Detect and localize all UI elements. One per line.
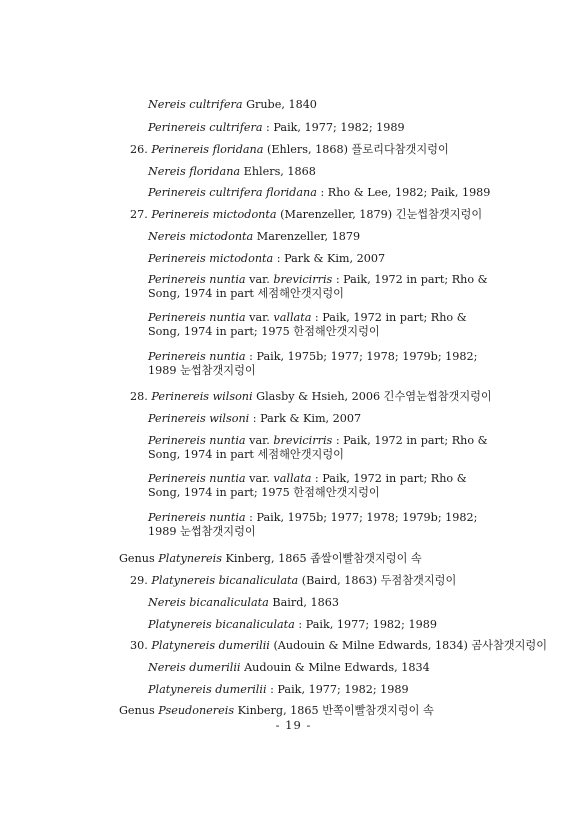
citation-text: Ehlers, 1868 bbox=[240, 165, 316, 178]
entry-line bbox=[148, 683, 508, 697]
citation-text: Grube, 1840 bbox=[242, 98, 317, 111]
entry-line bbox=[148, 186, 508, 200]
entry-line bbox=[130, 639, 548, 653]
citation-text: Genus bbox=[119, 552, 159, 565]
taxon-name: Perinereis wilsoni bbox=[148, 412, 250, 425]
taxon-name: Platynereis bicanaliculata bbox=[148, 618, 295, 631]
entry-line bbox=[148, 412, 508, 426]
citation-text: (Ehlers, 1868) 플로리다참갯지렁이 bbox=[263, 143, 449, 156]
taxon-name: Perinereis nuntia bbox=[148, 350, 246, 363]
entry-line bbox=[119, 704, 519, 718]
taxon-name: Nereis floridana bbox=[148, 165, 241, 178]
citation-text: var. bbox=[245, 434, 274, 447]
entry-line bbox=[148, 121, 508, 135]
entry-line bbox=[130, 208, 510, 222]
taxon-name: Perinereis wilsoni bbox=[151, 390, 253, 403]
entry-line bbox=[148, 273, 493, 301]
taxon-name: Perinereis nuntia bbox=[148, 311, 246, 324]
citation-text: : Paik, 1975b; 1977; 1978; 1979b; 1982; 1989 눈썹참갯지렁이 bbox=[148, 511, 478, 538]
citation-text: 27. bbox=[130, 208, 152, 221]
citation-text: (Audouin & Milne Edwards, 1834) 곰사참갯지렁이 bbox=[269, 639, 548, 652]
citation-text: 29. bbox=[130, 574, 152, 587]
page-number: - 19 - bbox=[275, 718, 312, 732]
taxon-name: Perinereis floridana bbox=[151, 143, 264, 156]
entry-line bbox=[148, 165, 508, 179]
citation-text: : Paik, 1972 in part; Rho & Song, 1974 in part; 1975 한점해안갯지렁이 bbox=[148, 311, 467, 338]
taxon-name: Perinereis nuntia bbox=[148, 273, 246, 286]
citation-text: Audouin & Milne Edwards, 1834 bbox=[240, 661, 430, 674]
citation-text: 26. bbox=[130, 143, 152, 156]
entry-line bbox=[148, 350, 493, 378]
entry-line bbox=[148, 98, 508, 112]
citation-text: : Rho & Lee, 1982; Paik, 1989 bbox=[316, 186, 491, 199]
citation-text: (Marenzeller, 1879) 긴눈썹참갯지렁이 bbox=[276, 208, 483, 221]
taxon-name: Nereis dumerilii bbox=[148, 661, 241, 674]
citation-text: Baird, 1863 bbox=[268, 596, 339, 609]
entry-line bbox=[130, 143, 510, 157]
taxon-name: Platynereis dumerilii bbox=[148, 683, 267, 696]
citation-text: 30. bbox=[130, 639, 152, 652]
taxon-name: Perinereis mictodonta bbox=[151, 208, 277, 221]
taxon-name: Perinereis cultrifera bbox=[148, 121, 263, 134]
taxon-name: brevicirris bbox=[273, 434, 333, 447]
citation-text: : Paik, 1977; 1982; 1989 bbox=[266, 683, 409, 696]
entry-line bbox=[148, 511, 493, 539]
entry-line bbox=[148, 311, 493, 339]
entry-line bbox=[130, 574, 510, 588]
entry-line bbox=[148, 434, 493, 462]
taxon-name: brevicirris bbox=[273, 273, 333, 286]
entry-line bbox=[148, 230, 508, 244]
taxon-name: Platynereis dumerilii bbox=[151, 639, 270, 652]
citation-text: : Paik, 1975b; 1977; 1978; 1979b; 1982; 1989 눈썹참갯지렁이 bbox=[148, 350, 478, 377]
entry-line bbox=[148, 618, 508, 632]
taxon-name: Nereis mictodonta bbox=[148, 230, 254, 243]
citation-text: 28. bbox=[130, 390, 152, 403]
citation-text: (Baird, 1863) 두점참갯지렁이 bbox=[298, 574, 457, 587]
entry-line bbox=[148, 472, 493, 500]
citation-text: : Paik, 1977; 1982; 1989 bbox=[294, 618, 437, 631]
citation-text: Kinberg, 1865 좁쌀이빨참갯지렁이 속 bbox=[221, 552, 422, 565]
taxon-name: Perinereis mictodonta bbox=[148, 252, 274, 265]
citation-text: Marenzeller, 1879 bbox=[253, 230, 361, 243]
citation-text: Kinberg, 1865 반쪽이빨참갯지렁이 속 bbox=[234, 704, 434, 717]
entry-line bbox=[130, 390, 510, 404]
taxon-name: Perinereis cultrifera floridana bbox=[148, 186, 317, 199]
citation-text: : Paik, 1972 in part; Rho & Song, 1974 in part 세점해안갯지렁이 bbox=[148, 434, 488, 461]
taxon-name: Platynereis bbox=[158, 552, 222, 565]
citation-text: var. bbox=[245, 273, 274, 286]
citation-text: : Park & Kim, 2007 bbox=[273, 252, 386, 265]
taxon-name: Pseudonereis bbox=[158, 704, 235, 717]
citation-text: : Paik, 1972 in part; Rho & Song, 1974 in part; 1975 한점해안갯지렁이 bbox=[148, 472, 467, 499]
taxon-name: vallata bbox=[273, 311, 312, 324]
citation-text: : Paik, 1977; 1982; 1989 bbox=[262, 121, 405, 134]
taxon-name: Nereis cultrifera bbox=[148, 98, 243, 111]
entry-line bbox=[148, 596, 508, 610]
citation-text: : Park & Kim, 2007 bbox=[249, 412, 362, 425]
taxon-name: Perinereis nuntia bbox=[148, 472, 246, 485]
taxon-name: vallata bbox=[273, 472, 312, 485]
entry-line bbox=[119, 552, 519, 566]
citation-text: : Paik, 1972 in part; Rho & Song, 1974 in part 세점해안갯지렁이 bbox=[148, 273, 488, 300]
entry-line bbox=[148, 661, 508, 675]
taxon-name: Platynereis bicanaliculata bbox=[151, 574, 299, 587]
taxon-name: Nereis bicanaliculata bbox=[148, 596, 269, 609]
taxon-name: Perinereis nuntia bbox=[148, 434, 246, 447]
taxon-name: Perinereis nuntia bbox=[148, 511, 246, 524]
entry-line bbox=[148, 252, 508, 266]
citation-text: var. bbox=[245, 472, 274, 485]
citation-text: Genus bbox=[119, 704, 159, 717]
citation-text: Glasby & Hsieh, 2006 긴수염눈썹참갯지렁이 bbox=[252, 390, 492, 403]
citation-text: var. bbox=[245, 311, 274, 324]
